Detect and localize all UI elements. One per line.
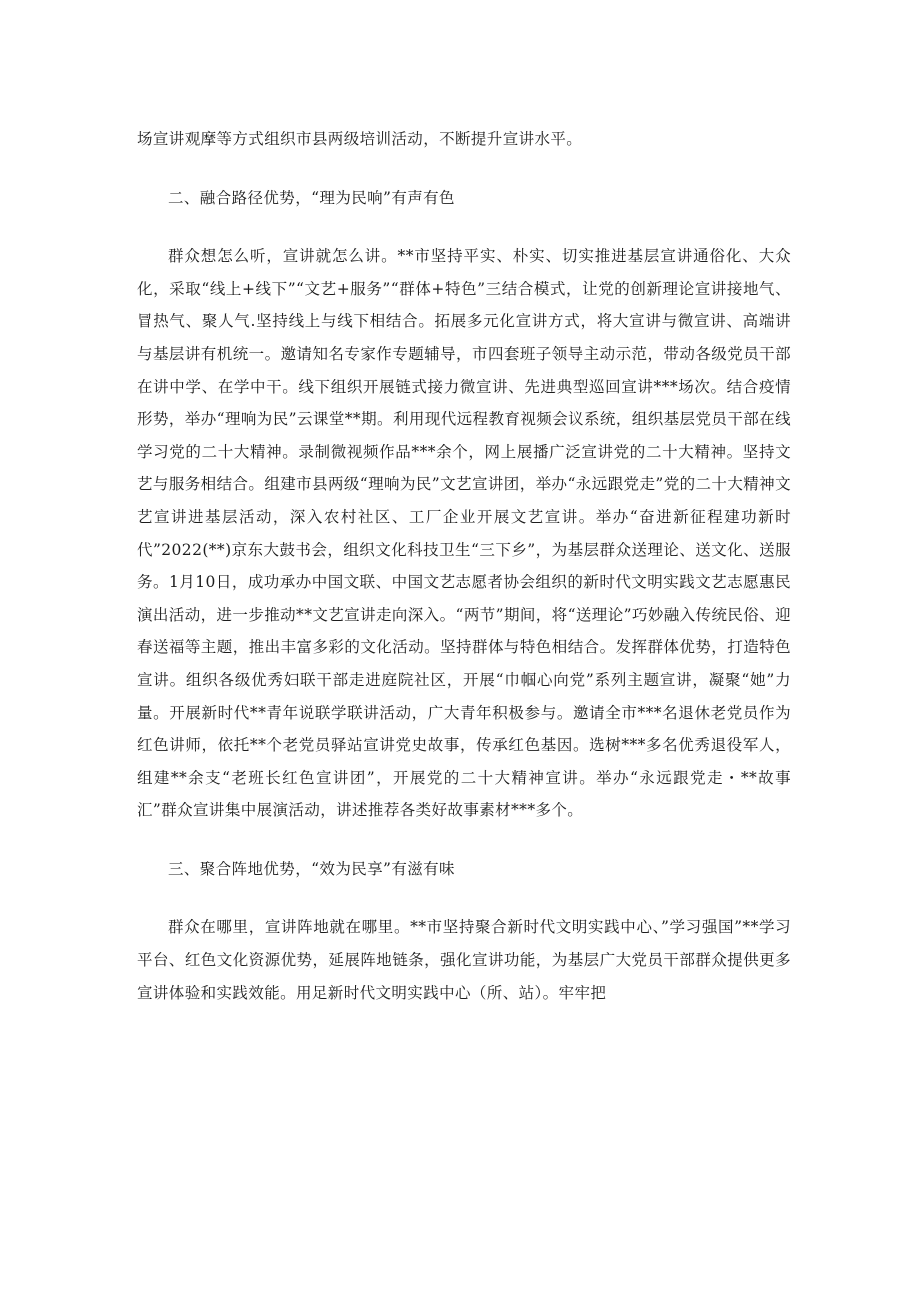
paragraph-continuation: 场宣讲观摩等方式组织市县两级培训活动，不断提升宣讲水平。 [137, 130, 583, 148]
paragraph-section-3-body: 群众在哪里，宣讲阵地就在哪里。**市坚持聚合新时代文明实践中心、”学习强国”**学习平台、红色文化资源优势，延展阵地链条，强化宣讲功能，为基层广大党员干部群众提供更多宣讲体验和实践效能。用足新时代文明实践中心（所、站）。牢牢把 [137, 918, 791, 1002]
section-heading-2: 二、融合路径优势，“理为民响”有声有色 [168, 188, 455, 207]
paragraph-section-2-body: 群众想怎么听，宣讲就怎么讲。**市坚持平实、朴实、切实推进基层宣讲通俗化、大众化，采取“线上+线下”“文艺+服务”“群体+特色”三结合模式，让党的创新理论宣讲接地气、冒热气、聚人气.坚持线上与线下相结合。拓展多元化宣讲方式，将大宣讲与微宣讲、高端讲与基层讲有机统一。邀请知名专家作专题辅导，市四套班子领导主动示范，带动各级党员干部在讲中学、在学中干。线下组织开展链式接力微宣讲、先进典型巡回宣讲***场次。结合疫情形势，举办“理响为民”云课堂**期。利用现代远程教育视频会议系统，组织基层党员干部在线学习党的二十大精神。录制微视频作品***余个，网上展播广泛宣讲党的二十大精神。坚持文艺与服务相结合。组建市县两级“理响为民”文艺宣讲团，举办“永远跟党走”党的二十大精神文艺宣讲进基层活动，深入农村社区、工厂企业开展文艺宣讲。举办“奋进新征程建功新时代”2022(**)京东大鼓书会，组织文化科技卫生“三下乡”，为基层群众送理论、送文化、送服务。1月10日，成功承办中国文联、中国文艺志愿者协会组织的新时代文明实践文艺志愿惠民演出活动，进一步推动**文艺宣讲走向深入。“两节”期间，将“送理论”巧妙融入传统民俗、迎春送福等主题，推出丰富多彩的文化活动。坚持群体与特色相结合。发挥群体优势，打造特色宣讲。组织各级优秀妇联干部走进庭院社区，开展“巾帼心向党”系列主题宣讲，凝聚“她”力量。开展新时代**青年说联学联讲活动，广大青年积极参与。邀请全市***名退休老党员作为红色讲师，依托**个老党员驿站宣讲党史故事，传承红色基因。选树***多名优秀退役军人，组建**余支“老班长红色宣讲团”，开展党的二十大精神宣讲。举办“永远跟党走・**故事汇”群众宣讲集中展演活动，讲述推荐各类好故事素材***多个。 [137, 247, 791, 820]
document-body [137, 123, 791, 1009]
paragraph-gap [137, 885, 791, 911]
paragraph-gap [137, 156, 791, 182]
section-heading-3: 三、聚合阵地优势，“效为民享”有滋有味 [168, 859, 455, 878]
paragraph-gap [137, 827, 791, 853]
paragraph-gap [137, 214, 791, 240]
